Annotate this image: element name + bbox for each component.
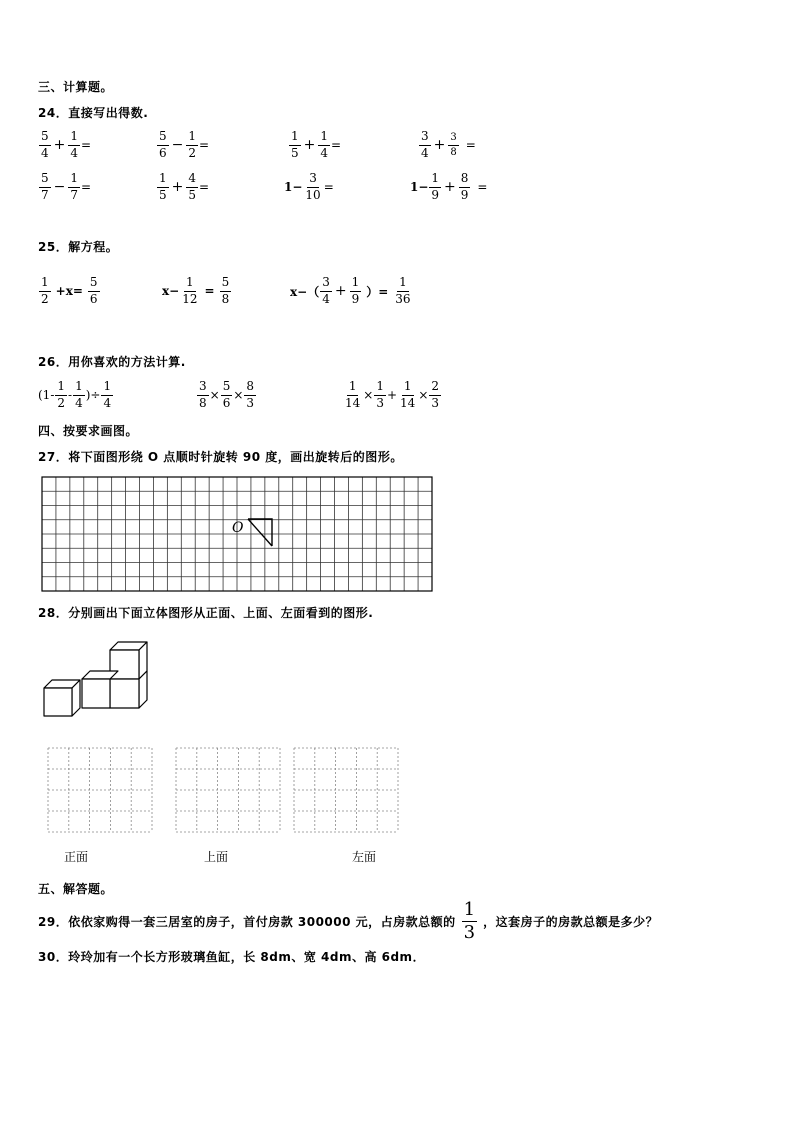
left-view-grid <box>292 746 402 836</box>
question-28-label: 28．分别画出下面立体图形从正面、上面、左面看到的图形. <box>38 606 374 620</box>
left-view-label: 左面 <box>352 850 377 864</box>
point-o-label: O <box>232 520 244 536</box>
q24-expr-1: $\frac{5}{4}$ + $\frac{1}{4}$ = <box>41 129 92 160</box>
question-24-label: 24．直接写出得数. <box>38 106 149 120</box>
question-26-label: 26．用你喜欢的方法计算. <box>38 355 186 369</box>
question-25-label: 25．解方程。 <box>38 240 119 254</box>
q25-equation-1: $\frac{1}{2}$ +x= $\frac{5}{6}$ <box>41 275 98 306</box>
q26-expr-3: $\frac{1}{14}$ × $\frac{1}{3}$ + $\frac{1}{14}$ × $\frac{2}{3}$ <box>345 379 440 410</box>
question-27-label: 27．将下面图形绕 O 点顺时针旋转 90 度，画出旋转后的图形。 <box>38 450 403 464</box>
triangle-hypotenuse <box>248 519 272 546</box>
q24-expr-6: $\frac{1}{5}$ + $\frac{4}{5}$ = <box>159 171 210 202</box>
q26-expr-2: $\frac{3}{8}$ × $\frac{5}{6}$ × $\frac{8}{3}$ <box>199 379 255 410</box>
front-view-label: 正面 <box>64 850 89 864</box>
question-29: 29．依依家购得一套三居室的房子，首付房款 300000 元，占房款总额的 $\frac{1}{3}$ ，这套房子的房款总额是多少？ <box>38 899 659 943</box>
section-3-title: 三、计算题。 <box>38 80 114 94</box>
q24-expr-7: 1− $\frac{3}{10}$ = <box>284 171 334 202</box>
q25-equation-3: x−（ $\frac{3}{4}$ + $\frac{1}{9}$ ）= $\frac{1}{36}$ <box>290 275 411 306</box>
rotation-grid <box>40 475 434 593</box>
front-view-grid <box>46 746 156 836</box>
top-view-label: 上面 <box>204 850 229 864</box>
cube-stack-figure <box>40 638 152 720</box>
top-view-grid <box>174 746 284 836</box>
q24-expr-4: $\frac{3}{4}$ + $\frac{3}{8}$ = <box>421 129 476 160</box>
question-30-label: 30．玲玲加有一个长方形玻璃鱼缸，长 8dm、宽 4dm、高 6dm． <box>38 950 426 964</box>
q24-expr-2: $\frac{5}{6}$ − $\frac{1}{2}$ = <box>159 129 210 160</box>
q25-equation-2: x− $\frac{1}{12}$ = $\frac{5}{8}$ <box>162 275 230 306</box>
section-5-title: 五、解答题。 <box>38 882 114 896</box>
q26-expr-1: (1- $\frac{1}{2}$ - $\frac{1}{4}$ )÷ $\frac{1}{4}$ <box>38 379 112 410</box>
q24-expr-5: $\frac{5}{7}$ − $\frac{1}{7}$ = <box>41 171 92 202</box>
q24-expr-3: $\frac{1}{5}$ + $\frac{1}{4}$ = <box>291 129 342 160</box>
section-4-title: 四、按要求画图。 <box>38 424 139 438</box>
q24-expr-8: 1− $\frac{1}{9}$ + $\frac{8}{9}$ = <box>410 171 488 202</box>
